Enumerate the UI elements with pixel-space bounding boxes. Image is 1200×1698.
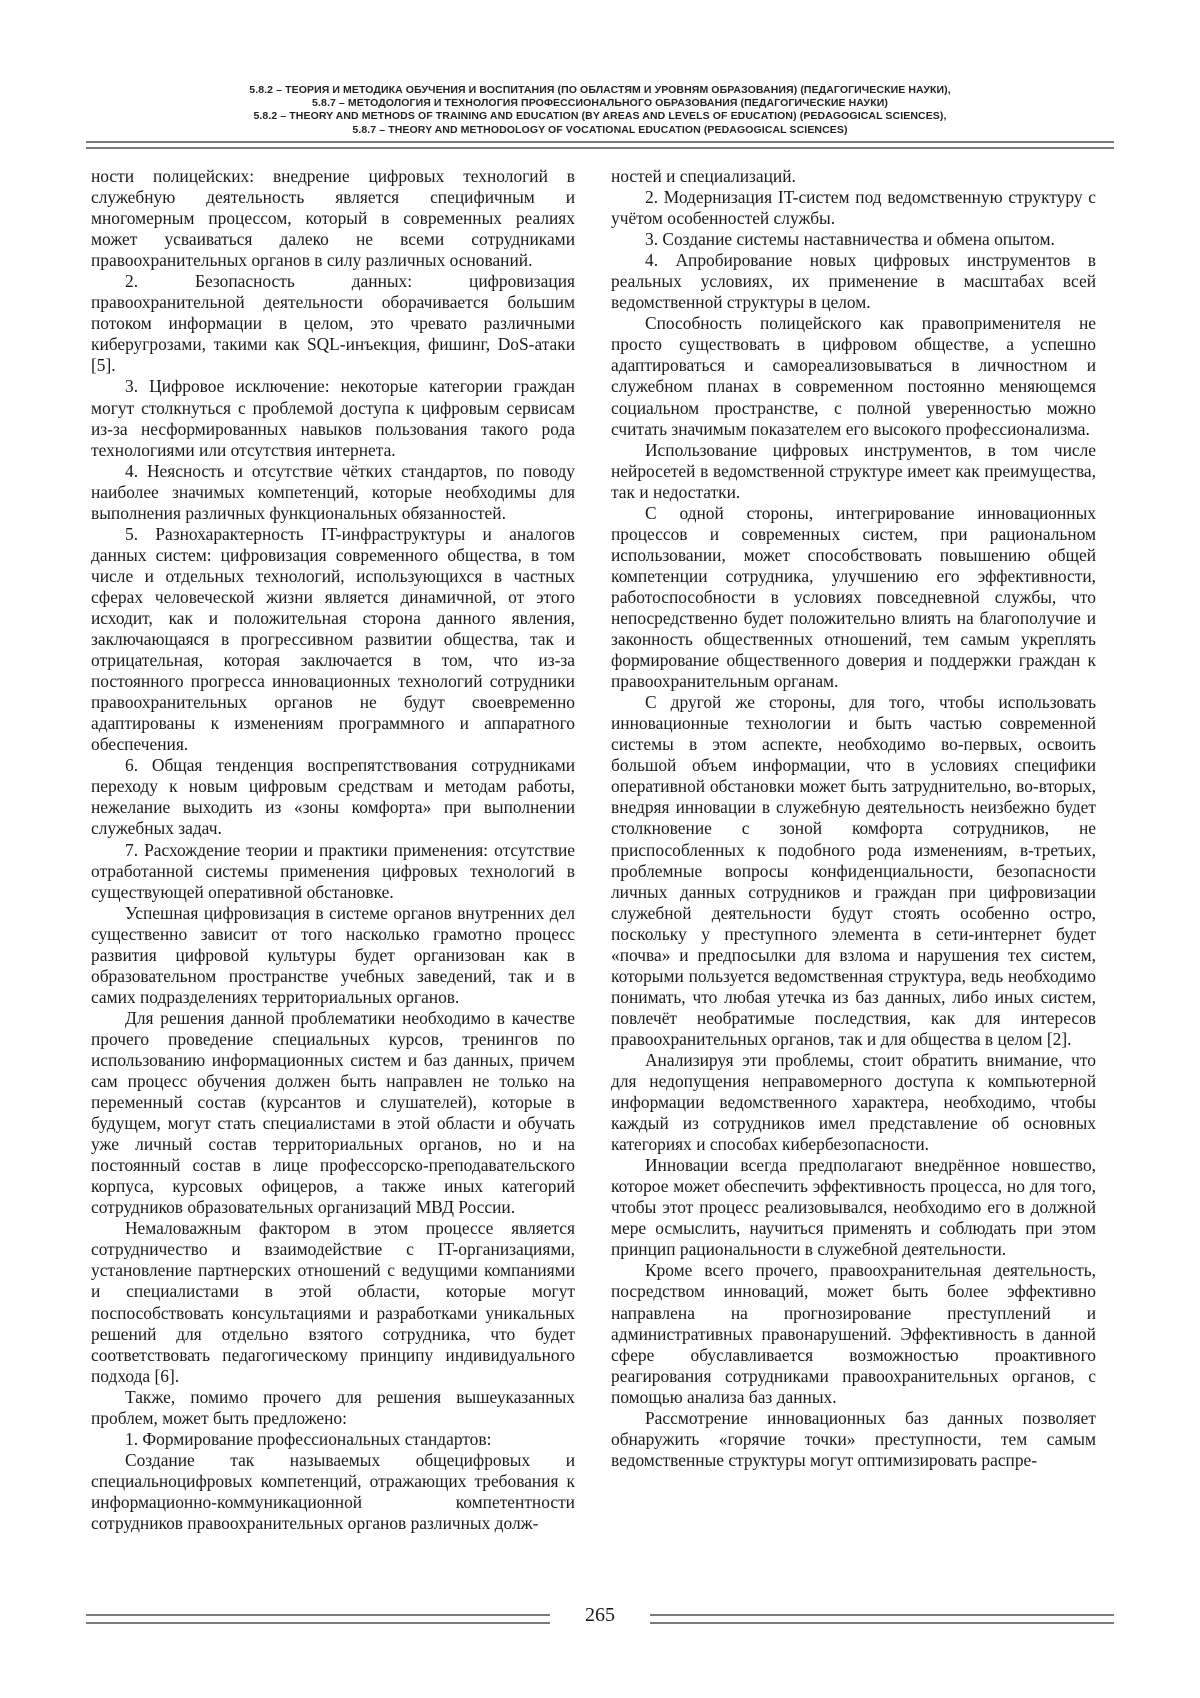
paragraph: 3. Цифровое исключение: некоторые категории граждан могут столкнуться с проблемой доступа к цифровым сервисам из-за несформированных навыков пользования такого рода технологиями или отсутствия интернета.	[91, 376, 575, 460]
paragraph: Рассмотрение инновационных баз данных позволяет обнаружить «горячие точки» преступности, тем самым ведомственные структуры могут оптимизировать распре-	[611, 1407, 1096, 1470]
paragraph: 5. Разнохарактерность IT-инфраструктуры и аналогов данных систем: цифровизация современного общества, в том числе и отдельных технологий, использующихся в частных сферах человеческой жизни является динамичной, от этого исходит, как и положительная сторона данного явления, заключающаяся в прогрессивном развитии общества, так и отрицательная, которая заключается в том, что из-за постоянного прогресса инновационных технологий сотрудники правоохранительных органов не будут своевременно адаптированы к изменениям программного и аппаратного обеспечения.	[91, 523, 575, 755]
paragraph: 2. Безопасность данных: цифровизация правоохранительной деятельности оборачивается большим потоком информации в целом, это чревато различными киберугрозами, такими как SQL-инъекция, фишинг, DoS-атаки [5].	[91, 271, 575, 376]
right-column	[611, 166, 1096, 1471]
header-line-1: 5.8.2 – ТЕОРИЯ И МЕТОДИКА ОБУЧЕНИЯ И ВОСПИТАНИЯ (ПО ОБЛАСТЯМ И УРОВНЯМ ОБРАЗОВАНИЯ) (ПЕДАГОГИЧЕСКИЕ НАУКИ),	[249, 84, 951, 96]
running-header	[70, 84, 1130, 137]
footer-rule-right	[650, 1614, 1114, 1624]
header-rule-top	[86, 141, 1114, 143]
paragraph: 7. Расхождение теории и практики применения: отсутствие отработанной системы применения цифровых технологий в существующей оперативной обстановке.	[91, 839, 575, 902]
paragraph: 4. Неясность и отсутствие чётких стандартов, по поводу наиболее значимых компетенций, которые необходимы для выполнения различных функциональных обязанностей.	[91, 460, 575, 523]
page-number: 265	[585, 1604, 615, 1626]
paragraph: Способность полицейского как правоприменителя не просто существовать в цифровом обществе, а успешно адаптироваться и самореализовываться в личностном и служебном планах в современном постоянно меняющемся социальном пространстве, с полной уверенностью можно считать значимым показателем его высокого профессионализма.	[611, 313, 1096, 439]
paragraph: 2. Модернизация IT-систем под ведомственную структуру с учётом особенностей службы.	[611, 187, 1096, 229]
paragraph: Использование цифровых инструментов, в том числе нейросетей в ведомственной структуре имеет как преимущества, так и недостатки.	[611, 439, 1096, 502]
paragraph: 3. Создание системы наставничества и обмена опытом.	[645, 229, 1055, 250]
header-line-4: 5.8.7 – THEORY AND METHODOLOGY OF VOCATIONAL EDUCATION (PEDAGOGICAL SCIENCES)	[352, 123, 848, 136]
paragraph: Кроме всего прочего, правоохранительная деятельность, посредством инноваций, может быть более эффективно направлена на прогнозирование преступлений и административных правонарушений. Эффективность в данной сфере обуславливается возможностью проактивного реагирования сотрудниками правоохранительных органов, с помощью анализа баз данных.	[611, 1260, 1096, 1407]
header-line-2: 5.8.7 – МЕТОДОЛОГИЯ И ТЕХНОЛОГИЯ ПРОФЕССИОНАЛЬНОГО ОБРАЗОВАНИЯ (ПЕДАГОГИЧЕСКИЕ НАУКИ)	[312, 97, 888, 110]
paragraph: 1. Формирование профессиональных стандартов:	[125, 1428, 492, 1449]
paragraph: Создание так называемых общецифровых и специальноцифровых компетенций, отражающих требования к информационно-коммуникационной компетентности сотрудников правоохранительных органов различных долж-	[91, 1449, 575, 1533]
paragraph: ности полицейских: внедрение цифровых технологий в служебную деятельность является специфичным и многомерным процессом, который в современных реалиях может усваиваться далеко не всеми сотрудниками правоохранительных органов в силу различных оснований.	[91, 166, 575, 271]
paragraph: ностей и специализаций.	[611, 166, 796, 186]
header-rule-bottom	[86, 147, 1114, 149]
footer-rule-left	[86, 1614, 550, 1624]
paragraph: С одной стороны, интегрирование инновационных процессов и современных систем, при рациональном использовании, может способствовать повышению общей компетенции сотрудника, улучшению его эффективности, работоспособности в условиях повседневной службы, что непосредственно будет положительно влиять на благополучие и законность общественных отношений, тем самым укреплять формирование общественного доверия и поддержки граждан к правоохранительным органам.	[611, 502, 1096, 692]
header-line-3: 5.8.2 – THEORY AND METHODS OF TRAINING AND EDUCATION (BY AREAS AND LEVELS OF EDUCATION) (PEDAGOGICAL SCIENCES),	[253, 110, 947, 123]
paragraph: С другой же стороны, для того, чтобы использовать инновационные технологии и быть частью современной системы в этом аспекте, необходимо во-первых, освоить большой объем информации, что в условиях специфики оперативной обстановки может быть затруднительно, во-вторых, внедряя инновации в служебную деятельность неизбежно будет столкновение с зоной комфорта сотрудников, не приспособленных к подобного рода изменениям, в-третьих, проблемные вопросы конфиденциальности, безопасности личных данных сотрудников и граждан при цифровизации служебной деятельности будут стоять особенно остро, поскольку у преступного элемента в сети-интернет будет «почва» и предпосылки для взлома и нарушения тех систем, которыми пользуется ведомственная структура, ведь необходимо понимать, что любая утечка из баз данных, либо иных систем, повлечёт необратимые последствия, как для интересов правоохранительных органов, так и для общества в целом [2].	[611, 692, 1096, 1049]
paragraph: Успешная цифровизация в системе органов внутренних дел существенно зависит от того насколько грамотно процесс развития цифровой культуры будет организован как в образовательном пространстве учебных заведений, так и в самих подразделениях территориальных органов.	[91, 902, 575, 1007]
paragraph: Инновации всегда предполагают внедрённое новшество, которое может обеспечить эффективность процесса, но для того, чтобы этот процесс реализовывался, необходимо его в должной мере осмыслить, научиться применять и соблюдать при этом принцип рациональности в служебной деятельности.	[611, 1155, 1096, 1260]
paragraph: 4. Апробирование новых цифровых инструментов в реальных условиях, их применение в масштабах всей ведомственной структуры в целом.	[611, 250, 1096, 313]
left-column	[91, 166, 575, 1534]
paragraph: Немаловажным фактором в этом процессе является сотрудничество и взаимодействие с IT-организациями, установление партнерских отношений с ведущими компаниями и специалистами в этой области, которые могут поспособствовать консультациями и разработками уникальных решений для отдельно взятого сотрудника, что будет соответствовать педагогическому принципу индивидуального подхода [6].	[91, 1218, 575, 1386]
paragraph: Также, помимо прочего для решения вышеуказанных проблем, может быть предложено:	[91, 1386, 575, 1428]
paragraph: Анализируя эти проблемы, стоит обратить внимание, что для недопущения неправомерного доступа к компьютерной информации ведомственного характера, необходимо, чтобы каждый из сотрудников имел представление об основных категориях и способах кибербезопасности.	[611, 1049, 1096, 1155]
paragraph: 6. Общая тенденция воспрепятствования сотрудниками переходу к новым цифровым средствам и методам работы, нежелание выходить из «зоны комфорта» при выполнении служебных задач.	[91, 755, 575, 839]
paragraph: Для решения данной проблематики необходимо в качестве прочего проведение специальных курсов, тренингов по использованию информационных систем и баз данных, причем сам процесс обучения должен быть направлен не только на переменный состав (курсантов и слушателей), которые в будущем, могут стать специалистами в этой области и обучать уже личный состав территориальных органов, но и на постоянный состав в лице профессорско-преподавательского корпуса, курсовых офицеров, а также иных категорий сотрудников образовательных организаций МВД России.	[91, 1007, 575, 1218]
